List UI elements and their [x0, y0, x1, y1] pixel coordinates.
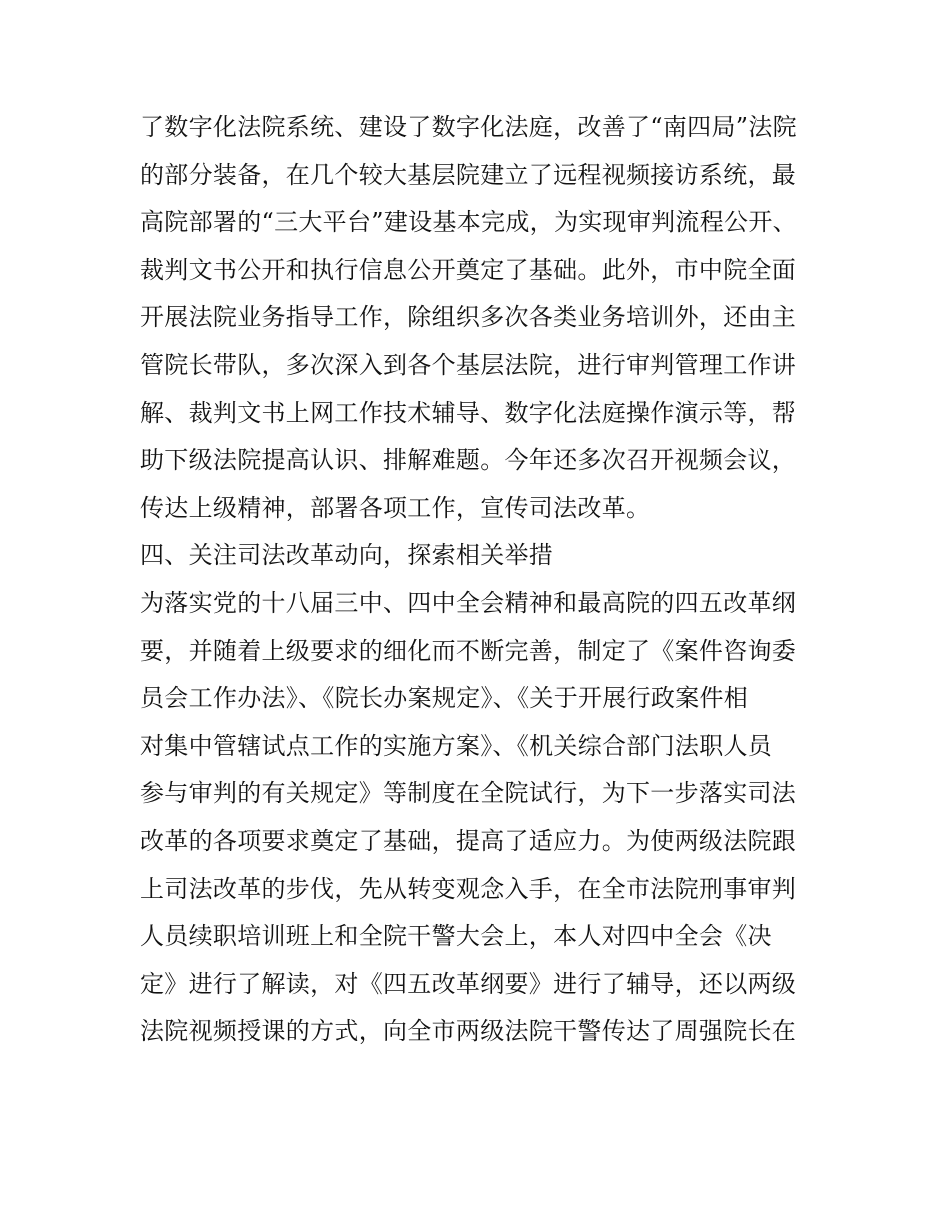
- text-line: 对集中管辖试点工作的实施方案》、《机关综合部门法职人员: [140, 731, 773, 760]
- section-heading: 四、关注司法改革动向，探索相关举措: [140, 541, 554, 570]
- text-line: 高院部署的“三大平台”建设基本完成，为实现审判流程公开、: [140, 208, 797, 237]
- body-text: [140, 104, 830, 1056]
- text-line: 要，并随着上级要求的细化而不断完善，制定了《案件咨询委: [140, 636, 797, 665]
- text-line: 管院长带队，多次深入到各个基层法院，进行审判管理工作讲: [140, 350, 797, 379]
- text-line: 的部分装备，在几个较大基层院建立了远程视频接访系统，最: [140, 160, 797, 189]
- text-line: 开展法院业务指导工作，除组织多次各类业务培训外，还由主: [140, 303, 797, 332]
- text-line: 改革的各项要求奠定了基础，提高了适应力。为使两级法院跟: [140, 826, 797, 855]
- text-line: 为落实党的十八届三中、四中全会精神和最高院的四五改革纲: [140, 588, 797, 617]
- text-line: 人员续职培训班上和全院干警大会上，本人对四中全会《决: [140, 922, 772, 951]
- text-line: 定》进行了解读，对《四五改革纲要》进行了辅导，还以两级: [140, 969, 797, 998]
- text-line: 助下级法院提高认识、排解难题。今年还多次召开视频会议，: [140, 446, 797, 475]
- text-line: 传达上级精神，部署各项工作，宣传司法改革。: [140, 493, 651, 522]
- text-line: 员会工作办法》、《院长办案规定》、《关于开展行政案件相: [140, 684, 749, 713]
- text-line: 解、裁判文书上网工作技术辅导、数字化法庭操作演示等，帮: [140, 398, 797, 427]
- text-line: 参与审判的有关规定》等制度在全院试行，为下一步落实司法: [140, 779, 797, 808]
- text-line: 上司法改革的步伐，先从转变观念入手，在全市法院刑事审判: [140, 874, 797, 903]
- text-line: 裁判文书公开和执行信息公开奠定了基础。此外，市中院全面: [140, 255, 797, 284]
- text-line: 了数字化法院系统、建设了数字化法庭，改善了“南四局”法院: [140, 113, 797, 141]
- text-line: 法院视频授课的方式，向全市两级法院干警传达了周强院长在: [140, 1017, 797, 1046]
